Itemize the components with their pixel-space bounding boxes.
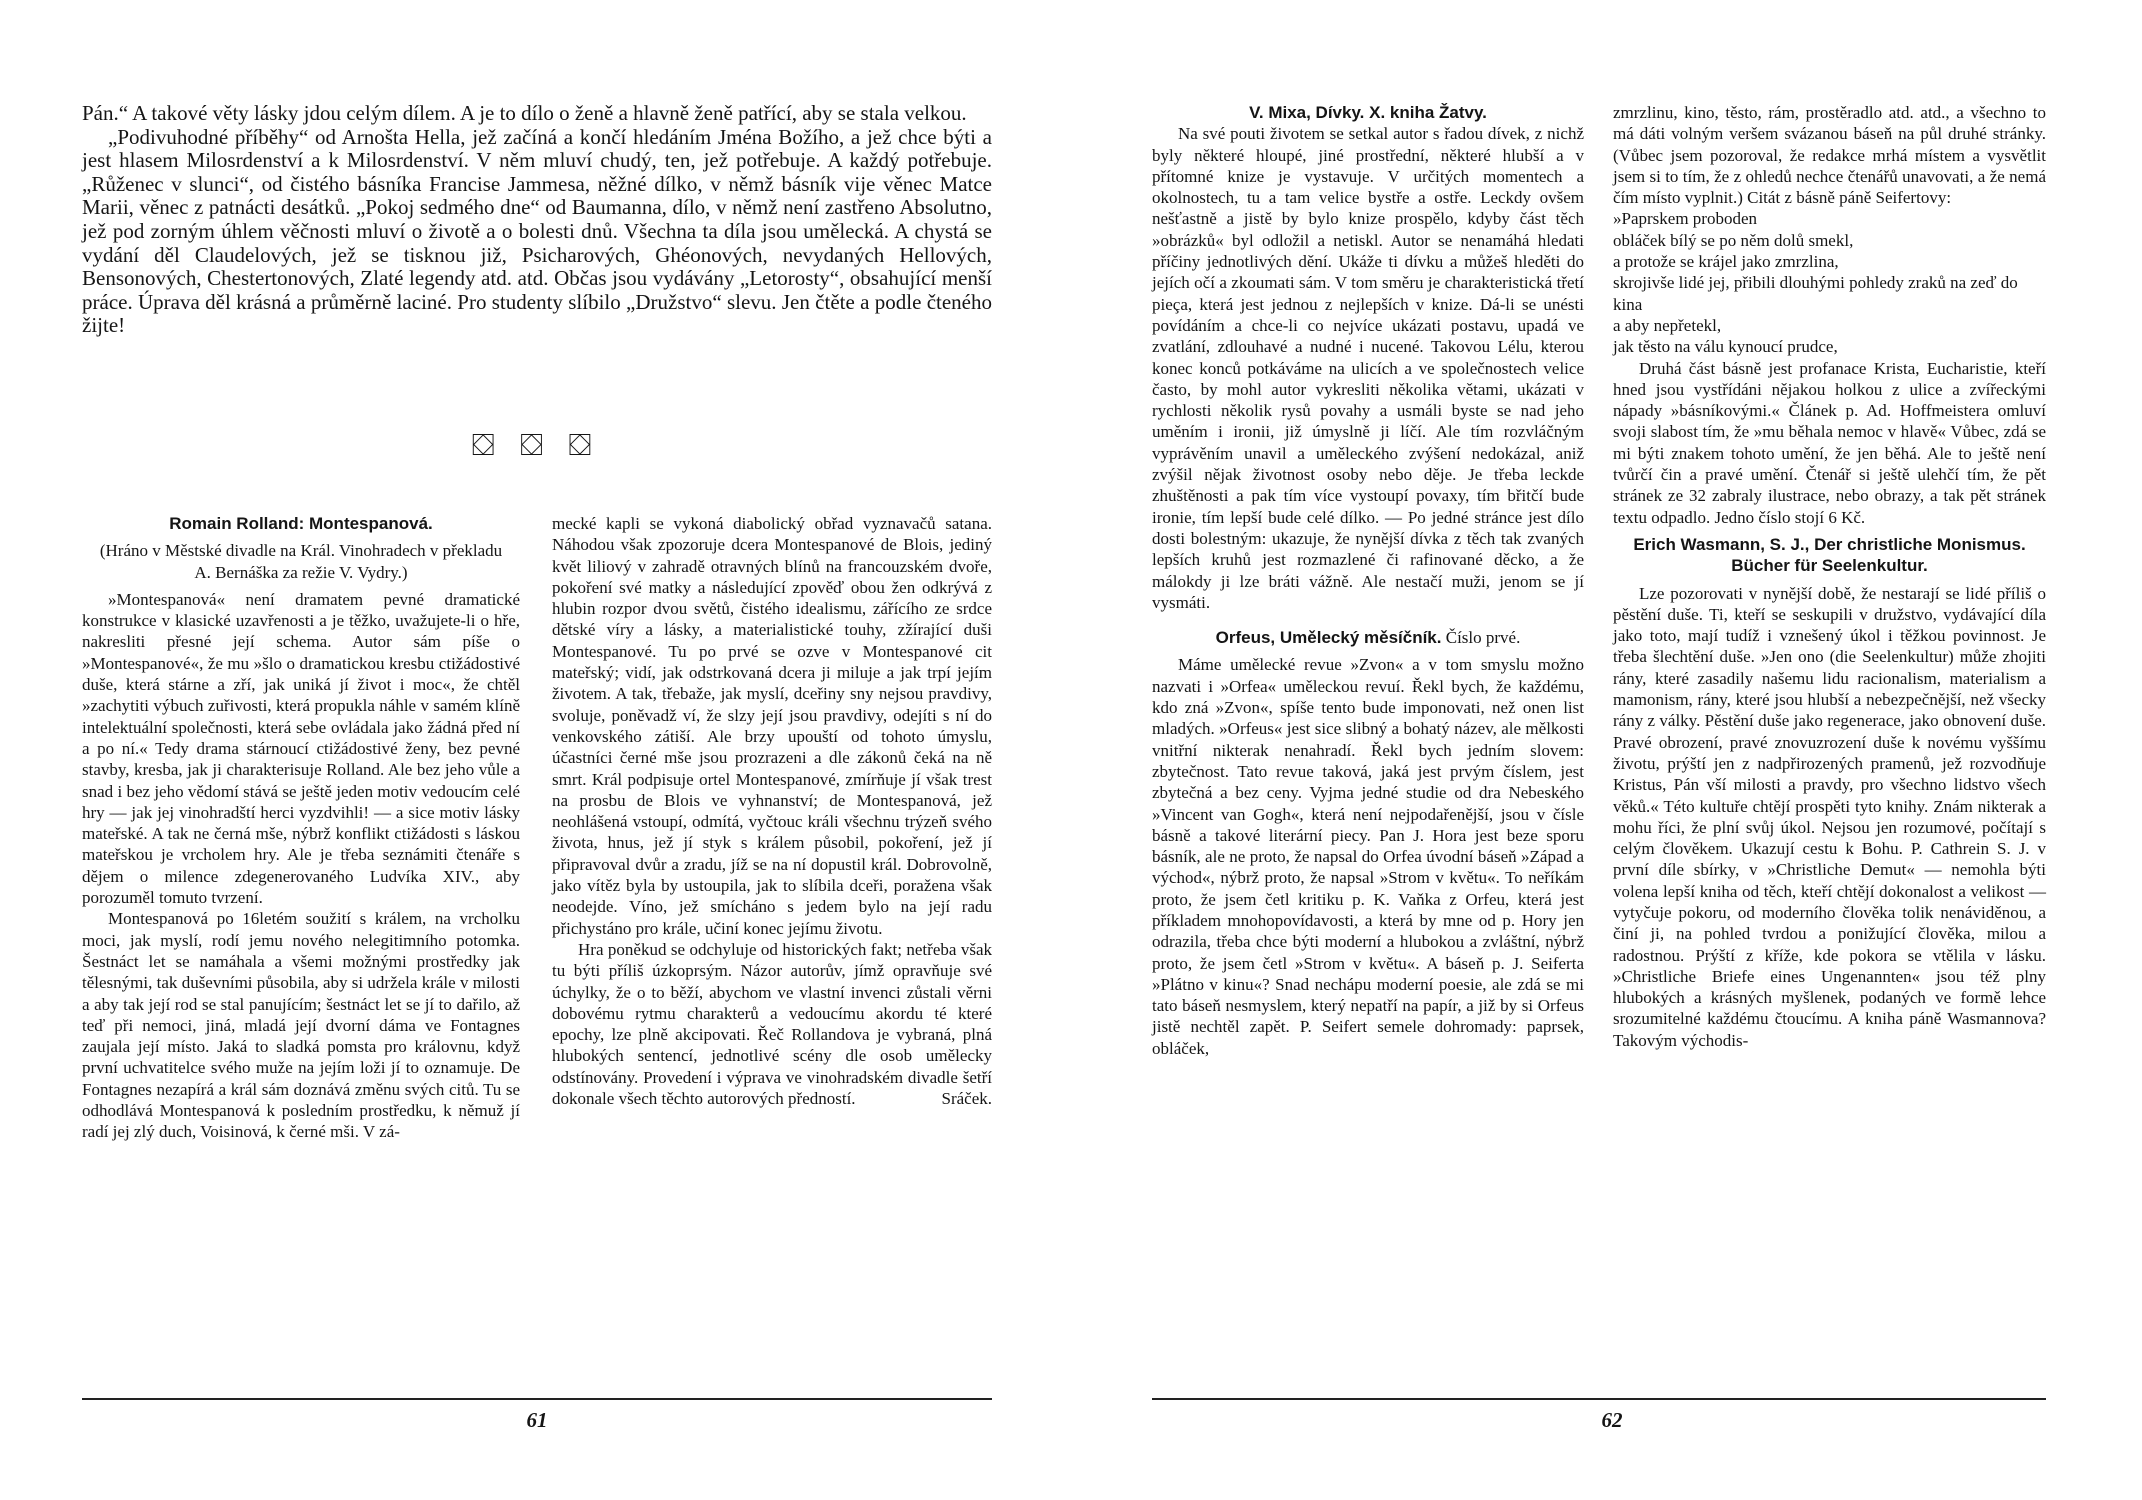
review-column-1 xyxy=(82,513,520,1143)
poem-line: skrojivše lidé jej, přibili dlouhými pohledy zraků na zeď do kina xyxy=(1613,273,2018,314)
right-page xyxy=(1071,0,2142,1500)
intro-paragraph: Pán.“ A takové věty lásky jdou celým dílem. A je to dílo o ženě a hlavně ženě patřící, aby se stala velkou. xyxy=(82,101,967,125)
intro-paragraph: „Podivuhodné příběhy“ od Arnošta Hella, jež začíná a končí hledáním Jména Božího, a jež chce býti a jest hlasem Milosrdenství a k Milosrdenství. V něm mluví chudý, ten, jež potřebuje. A každý potřebuje. „Růženec v slunci“, od čistého básníka Francise Jammesa, něžné dílko, v němž básník vije věnec Matce Marii, věnec z patnácti desátků. „Pokoj sedmého dne“ od Baumanna, dílo, v němž není zastřeno Absolutno, jež pod zorným úhlem věčnosti mluví o životě a o bolesti dnů. Všechna ta díla jsou umělecká. A chystá se vydání děl Claudelových, jež se tisknou již, Psicharových, Ghéonových, nevydaných Hellových, Bensonových, Chestertonových, Zlaté legendy atd. atd. Občas jsou vydávány „Letorosty“, obsahující menší práce. Úprava děl krásná a průměrně laciné. Pro studenty slíbilo „Družstvo“ slevu. Jen čtěte a podle čteného žijte! xyxy=(82,124,992,338)
footer-rule xyxy=(1152,1398,2046,1400)
review-paragraph: mecké kapli se vykoná diabolický obřad vyznavačů satana. Náhodou však zpozoruje dcera Montespanové de Blois, jediný květ liliový v zahradě otravných blínů na francouzském dvoře, pokoření své matky a následující zpověď obou žen odkrývá z hlubin rozpor dvou světů, čistého idealismu, zářícího ze srdce dětské víry a lásky, a materialistické touhy, zžírající duši Montespanové. Tu po prvé se ozve v Montespanové cit mateřský; vidí, jak odstrkovaná dcera ji miluje a jak trpí jejím životem. A tak, třebaže, jak myslí, dceřiny sny nejsou pravdivy, svoluje, poněvadž ví, že slzy její jsou pravdivy, odejíti s ní do venkovského zátiší. Ale brzy upouští od tohoto úmyslu, účastníci černé mše jsou prozrazeni a dle zákonů čeká na ně smrt. Král podpisuje ortel Montespanové, zmírňuje jí však trest na prosbu de Blois ve vyhnanství; de Montespanová, jež neohlášená vstoupí, odmítá, vyčtouc králi všechnu trýzeň svého života, hnus, jež jí styk s králem působil, pokoření, jež jí připravoval dvůr a zradu, jíž se na ní dopustil král. Dobrovolně, jako vítěz byla by ustoupila, jak to slíbila dceři, poražena však neodejde. Víno, jež smícháno s jedem bylo na její radu přichystáno pro krále, učiní konec jejímu životu. xyxy=(552,514,992,938)
wasmann-title: Erich Wasmann, S. J., Der christliche Monismus. Bücher für Seelenkultur. xyxy=(1633,534,2026,576)
review-signature: Sráček. xyxy=(941,1089,992,1109)
page-number: 62 xyxy=(1601,1408,1623,1432)
review-paragraph: »Montespanová« není dramatem pevné dramatické konstrukce v klasické uzavřenosti a je těžko, uvažujete-li o hře, nakresliti přesné její schema. Autor sám píše o »Montespanové«, že mu »šlo o dramatickou kresbu ctižádostivé duše, která stárne a zří, jak uniká jí život i moc«, že chtěl »zachytiti výbuch zuřivosti, která propukla náhle v samém klíně intelektuální společnosti, která sebe ovládala jako žádná před ní a po ní.« Tedy drama stárnoucí ctižádostivé ženy, bez pevné stavby, kresba, jak ji charakterisuje Rolland. Ale bez jeho vůle a snad i bez jeho vědomí stává se ještě jeden motiv vedoucím celé hry — jak jej vinohradští herci vyzdvihli! — a sice motiv lásky mateřské. A tak ne černá mše, nýbrž konflikt ctižádosti s láskou mateřskou je vrcholem hry. Ale je třeba seznámiti čtenáře s dějem o milence zdegenerovaného Ludvíka XIV., aby porozuměl tomuto tvrzení. xyxy=(82,589,520,908)
orfeus-heading xyxy=(1152,627,1584,648)
review-paragraph: Druhá část básně jest profanace Krista, Eucharistie, kteří hned jsou vystřídáni nějakou holkou z ulice a zvířeckými nápady »básníkovými.« Článek p. Ad. Hoffmeistera omluví svoji slabost tím, že »mu běhala nemoc v hlavě« Vůbec, zdá se mi býti znakem tohoto umění, že jen běhá. Ale to ještě není tvůrčí čin a pravé umění. Čtenář si ještě ulehčí tím, že pět stránek ze 32 zabraly ilustrace, nebo obrazy, a tak pět stránek textu odpadlo. Jedno číslo stojí 6 Kč. xyxy=(1613,358,2046,527)
ornament-icon: ⛋ ⛋ ⛋ xyxy=(471,428,600,463)
review-paragraph: zmrzlinu, kino, těsto, rám, prostěradlo atd. atd., a všechno to má dáti volným veršem svázanou báseň na půl druhé stránky. (Vůbec jsem pozoroval, že redakce mrhá místem a vysvětlit jsem si to tím, že z ohledů nechce čtenářů unavovati, a že nemá čím místo vyplnit.) Citát z básně páně Seifertovy: xyxy=(1613,103,2046,208)
review-paragraph: Montespanová po 16letém soužití s králem, na vrcholku moci, jak myslí, rodí jemu nového nelegitimního potomka. Šestnáct let se namáhala a všemi možnými prostředky jak tělesnými, tak duševními působila, aby si udržela krále v milosti a aby tak její rod se stal panujícím; šestnáct let se jí to dařilo, až teď při nemoci, jiná, mladá její dvorní dáma ve Fontagnes zaujala její místo. Jaká to sladká pomsta pro královnu, když první uchvatitelce svého muže na jejím loži jí to oznamuje. De Fontagnes nezapírá a král sám doznává změnu svých citů. Tu se odhodlává Montespanová k posledním prostředku, k němuž jí radí jej zlý duch, Voisinová, k černé mši. V zá- xyxy=(82,909,520,1142)
review-paragraph: Na své pouti životem se setkal autor s řadou dívek, z nichž byly některé hloupé, jiné prostřední, některé hlubší a v přítomné knize je vystavuje. V určitých momentech a okolnostech, tu a tam velice bystře a ostře. Leckdy ovšem nešťastně a jistě by bylo knize prospělo, kdyby část těch »obrázků« byl odložil a netiskl. Autor se nenamáhá hledati příčiny jednotlivých dění. Ukáže ti dívku a můžeš hleděti do jejích očí a zkoumati sám. V tom směru je charakteristická třetí pieça, která jest jednou z nejlepších v knize. Dá-li se unésti povídáním a chce-li co nejvíce ukázati postavu, upadá ve zvatlání, zdlouhavé a nudné i nucené. Takovou Lélu, kterou konec konců potkáváme na ulicích a ve společnostech velice často, by mohl autor vykresliti několika větami, ukázati v rychlosti několik rysů povahy a usmáli byste se nad jeho uměním i ironii, již úmyslně ji líčí. Ale tím rozvláčným vyprávěním unavil a uměleckého zvýšení nedokázal, aniž zvýšil nějak životnost osoby nebo děje. Je třeba leckde zhuštěnosti a pak tím více vystoupí povaxy, tím břitčí bude ironie, tím lepší bude celé dílko. — Po jedné stránce jest dílo dosti bolestným: ukazuje, že nynější dívka z těch tak zvaných lepších kruhů jest rozmazlené či rafinované děcko, a že málokdy ji lze bráti vážně. Ale nestačí muži, jenom se jí vysmáti. xyxy=(1152,124,1584,612)
poem-line: »Paprskem proboden xyxy=(1613,209,1758,229)
ornament-divider xyxy=(0,428,1071,463)
page-number: 61 xyxy=(526,1408,548,1432)
poem-quote xyxy=(1613,208,2046,357)
footer-rule xyxy=(82,1398,992,1400)
review-paragraph: Máme umělecké revue »Zvon« a v tom smyslu možno nazvati i »Orfea« uměleckou revuí. Řekl bych, že každému, kdo zná »Zvon«, spíše tento bude imponovati, než onen list mladých. »Orfeus« jest sice slibný a bohatý název, ale mělkosti vnitřní nikterak nenahradí. Řekl bych jedním slovem: zbytečnost. Tato revue taková, jaká jest prvým číslem, jest zbytečná a bez ceny. Vyjma jedné studie od dra Nebeského »Vincent van Gogh«, která není nejpodařenější, jsou v čísle básně a takové literární piecy. Pan J. Hora jest beze sporu básník, ale ne proto, že napsal do Orfea úvodní báseň »Západ a východ«, nýbrž proto, že napsal »Strom v květu«. To neříkám proto, že jsem četl kritiku p. K. Vaňka z Orfeu, která jest příkladem mnohopovídavosti, a která by mne od p. Hory jen odrazila, třeba chce býti moderní a hlubokou a zvláštní, nýbrž proto, že jsem četl »Strom v květu«. A báseň p. J. Seiferta »Plátno v kinu«? Snad nechápu moderní poesie, ale zdá se mi tato báseň nesmyslem, který nepatří na papír, a již by si Orfeus jistě nechtěl zapět. P. Seifert semele dohromady: paprsek, obláček, xyxy=(1152,655,1584,1058)
poem-line: a aby nepřetekl, xyxy=(1613,315,1722,335)
review-paragraph: Hra poněkud se odchyluje od historických fakt; netřeba však tu býti příliš úzkoprsým. Názor autorův, jímž opravňuje své úchylky, že o to běží, abychom ve vlastní invenci zůstali věrni dobovému rytmu charakterů a vedoucímu akordu té které epochy, lze plně akcipovati. Řeč Rollandova je vybraná, plná hlubokých sentencí, jednotlivé scény dle osob umělecky odstínovány. Provedení i výprava ve vinohradském divadle šetří dokonale všech těchto autorových předností. xyxy=(552,939,992,1109)
review-column-2 xyxy=(552,513,992,1110)
orfeus-issue: Číslo prvé. xyxy=(1441,628,1521,648)
poem-line: jak těsto na válu kynoucí prudce, xyxy=(1613,337,1838,357)
review-title: Romain Rolland: Montespanová. xyxy=(169,514,433,533)
right-column-2 xyxy=(1613,102,2046,1051)
poem-line: a protože se krájel jako zmrzlina, xyxy=(1613,252,1839,272)
book-review-title: V. Mixa, Dívky. X. kniha Žatvy. xyxy=(1249,103,1487,122)
right-column-1 xyxy=(1152,102,1584,1059)
review-subtitle: (Hráno v Městské divadle na Král. Vinohradech v překladu A. Bernáška za režie V. Vydry.) xyxy=(99,541,503,582)
orfeus-title: Orfeus, Umělecký měsíčník. xyxy=(1215,628,1442,648)
poem-line: obláček bílý se po něm dolů smekl, xyxy=(1613,230,1854,250)
review-paragraph: Lze pozorovati v nynější době, že nestarají se lidé příliš o pěstění duše. Ti, kteří se seskupili v družstvo, vydávající díla jako toto, mají tudíž i vznešený úkol i těžkou povinnost. Je třeba šlechtění duše. »Jen ono (die Seelenkultur) může zhojiti rány, které zasadily našemu lidu racionalism, materialism a mamonism, rány, které jsou hlubší a nebezpečnější, než všecky rány z války. Pěstění duše jako regenerace, jako obnovení duše. Pravé obrození, pravé znovuzrození duše k novému vyššímu životu, prýští jen z nadpřirozených pramenů, jež rozvodňuje Kristus, Pán vší milosti a pravdy, pro všechno lidstvo všech věků.« Této kultuře chtějí prospěti tyto knihy. Znám nikterak a mohu říci, že plní svůj úkol. Nejsou jen rozumové, počítají s celým člověkem. Ukazují cestu k Bohu. P. Cathrein S. J. v první díle sbírky, v »Christliche Demut« — nemohla býti volena lepší kniha od těch, kteří chtějí dokonalost a velikost — vytyčuje pokoru, od moderního člověka tolik nenáviděnou, a činí ji, na pohled tvrdou a ponižující člověka, milou a radostnou. Prýští z kříže, kde pokora se vtělila v lásku. »Christliche Briefe eines Ungenannten« jsou též plny hlubokých a krásných myšlenek, podaných ve formě lehce srozumitelné každému čtoucímu. A kniha páně Wasmannova? Takovým východis- xyxy=(1613,583,2046,1050)
intro-text xyxy=(82,102,992,338)
